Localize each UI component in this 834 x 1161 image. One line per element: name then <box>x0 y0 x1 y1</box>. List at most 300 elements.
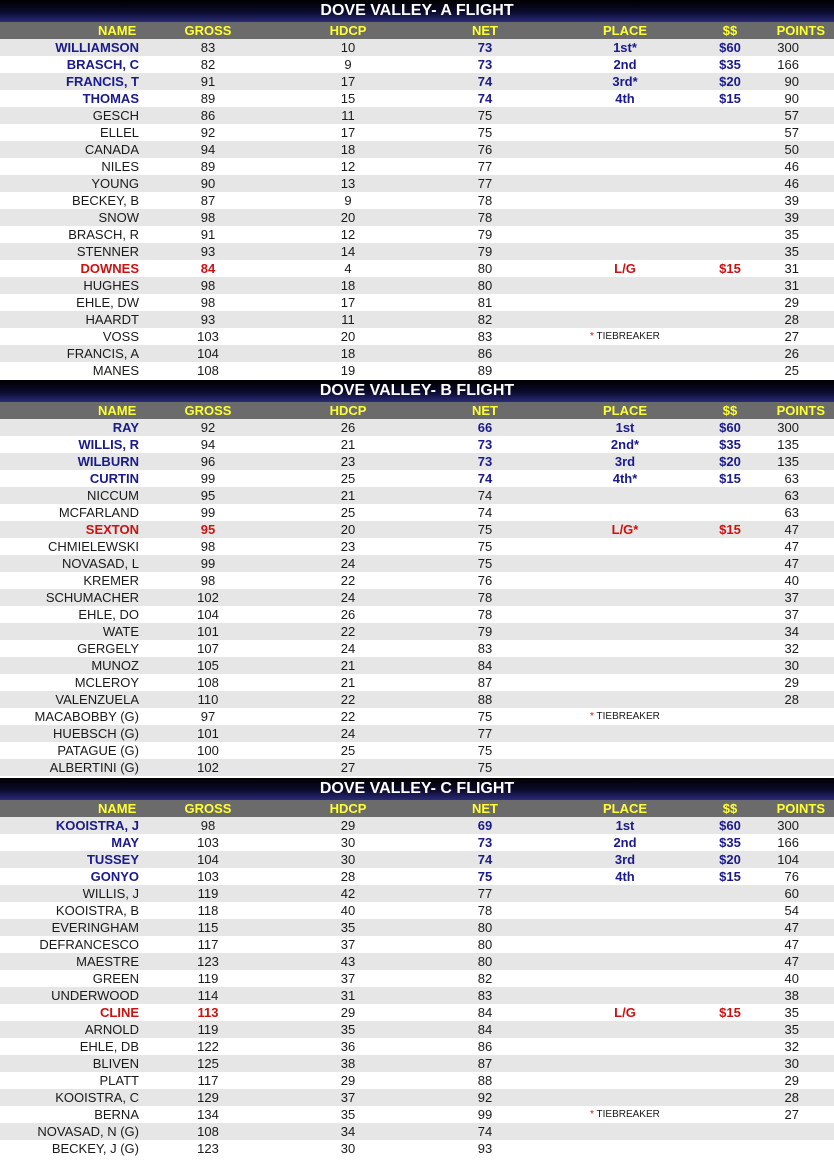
cell-hdcp: 36 <box>340 1039 356 1054</box>
cell-net: 75 <box>477 743 493 758</box>
cell-hdcp: 25 <box>340 505 356 520</box>
cell-name: CURTIN <box>89 471 139 486</box>
cell-points: 47 <box>784 522 799 537</box>
cell-gross: 98 <box>200 539 216 554</box>
cell-money: $15 <box>719 522 741 537</box>
cell-hdcp: 17 <box>340 74 356 89</box>
cell-place: L/G* <box>611 522 639 537</box>
cell-gross: 108 <box>197 1124 219 1139</box>
cell-gross: 104 <box>197 346 219 361</box>
cell-points: 47 <box>784 539 799 554</box>
cell-points: 46 <box>784 159 799 174</box>
cell-points: 50 <box>784 142 799 157</box>
cell-name: DOWNES <box>80 261 139 276</box>
cell-name: FRANCIS, A <box>66 346 139 361</box>
cell-name: DEFRANCESCO <box>39 937 139 952</box>
cell-name: MCLEROY <box>74 675 139 690</box>
table-row <box>0 192 834 209</box>
cell-name: MAY <box>111 835 139 850</box>
cell-points: 54 <box>784 903 799 918</box>
cell-name: MACABOBBY (G) <box>34 709 139 724</box>
table-row <box>0 868 834 885</box>
cell-hdcp: 22 <box>340 573 356 588</box>
table-row <box>0 606 834 623</box>
cell-name: CANADA <box>84 142 139 157</box>
cell-name: PLATT <box>99 1073 139 1088</box>
cell-gross: 123 <box>197 954 219 969</box>
cell-hdcp: 20 <box>340 210 356 225</box>
cell-net: 84 <box>477 1022 493 1037</box>
cell-points: 47 <box>784 556 799 571</box>
table-row <box>0 260 834 277</box>
cell-name: KOOISTRA, B <box>55 903 139 918</box>
cell-points: 90 <box>784 74 799 89</box>
cell-gross: 93 <box>200 312 216 327</box>
cell-points: 35 <box>784 1005 799 1020</box>
table-row <box>0 90 834 107</box>
cell-hdcp: 35 <box>340 1107 356 1122</box>
cell-hdcp: 24 <box>340 590 356 605</box>
table-row <box>0 640 834 657</box>
column-header-money: $$ <box>722 23 738 38</box>
flight-title: DOVE VALLEY- B FLIGHT <box>0 380 834 402</box>
cell-hdcp: 10 <box>340 40 356 55</box>
cell-hdcp: 37 <box>340 1090 356 1105</box>
cell-net: 81 <box>477 295 493 310</box>
table-row <box>0 345 834 362</box>
table-row <box>0 436 834 453</box>
cell-name: MAESTRE <box>76 954 139 969</box>
cell-net: 78 <box>477 607 493 622</box>
cell-net: 73 <box>477 437 493 452</box>
cell-gross: 86 <box>200 108 216 123</box>
cell-gross: 93 <box>200 244 216 259</box>
table-row <box>0 487 834 504</box>
cell-hdcp: 29 <box>340 1005 356 1020</box>
cell-money: $35 <box>719 437 741 452</box>
cell-gross: 82 <box>200 57 216 72</box>
cell-gross: 103 <box>197 835 219 850</box>
cell-points: 27 <box>784 329 799 344</box>
column-header-points: POINTS <box>776 403 825 418</box>
cell-gross: 119 <box>197 971 219 986</box>
column-header-row <box>0 402 834 419</box>
table-row <box>0 970 834 987</box>
cell-points: 300 <box>777 40 799 55</box>
cell-hdcp: 31 <box>340 988 356 1003</box>
cell-hdcp: 28 <box>340 869 356 884</box>
cell-hdcp: 23 <box>340 539 356 554</box>
cell-gross: 110 <box>197 692 219 707</box>
cell-name: GESCH <box>92 108 139 123</box>
cell-points: 47 <box>784 937 799 952</box>
cell-gross: 108 <box>197 675 219 690</box>
cell-net: 74 <box>477 1124 493 1139</box>
cell-hdcp: 26 <box>340 607 356 622</box>
cell-net: 83 <box>477 329 493 344</box>
cell-net: 83 <box>477 641 493 656</box>
cell-hdcp: 25 <box>340 471 356 486</box>
table-row <box>0 817 834 834</box>
flight-section <box>0 778 834 1157</box>
cell-gross: 119 <box>197 1022 219 1037</box>
cell-points: 39 <box>784 193 799 208</box>
column-header-money: $$ <box>722 801 738 816</box>
table-row <box>0 1140 834 1157</box>
cell-gross: 102 <box>197 760 219 775</box>
cell-points: 166 <box>777 57 799 72</box>
tiebreaker-label: TIEBREAKER <box>596 331 660 342</box>
cell-points: 38 <box>784 988 799 1003</box>
column-header-net: NET <box>472 403 498 418</box>
cell-hdcp: 9 <box>344 57 352 72</box>
cell-hdcp: 11 <box>341 108 355 123</box>
cell-points: 34 <box>784 624 799 639</box>
cell-gross: 89 <box>200 159 216 174</box>
table-row <box>0 328 834 345</box>
cell-hdcp: 25 <box>340 743 356 758</box>
cell-hdcp: 34 <box>340 1124 356 1139</box>
table-row <box>0 362 834 379</box>
cell-gross: 99 <box>200 505 216 520</box>
table-row <box>0 209 834 226</box>
table-row <box>0 1021 834 1038</box>
table-row <box>0 657 834 674</box>
cell-name: VOSS <box>102 329 139 344</box>
cell-hdcp: 20 <box>340 329 356 344</box>
table-row <box>0 1106 834 1123</box>
cell-net: 83 <box>477 988 493 1003</box>
cell-name: HAARDT <box>85 312 139 327</box>
cell-name: BRASCH, C <box>66 57 139 72</box>
cell-gross: 117 <box>197 937 219 952</box>
cell-gross: 115 <box>197 920 219 935</box>
cell-hdcp: 17 <box>340 295 356 310</box>
cell-points: 40 <box>784 971 799 986</box>
cell-gross: 94 <box>200 142 216 157</box>
column-header-points: POINTS <box>776 801 825 816</box>
cell-points: 135 <box>777 454 799 469</box>
table-row <box>0 175 834 192</box>
cell-hdcp: 43 <box>340 954 356 969</box>
cell-hdcp: 21 <box>340 488 356 503</box>
cell-net: 82 <box>477 971 493 986</box>
column-header-gross: GROSS <box>184 23 232 38</box>
tiebreaker-star: * <box>590 1109 594 1120</box>
cell-points: 90 <box>784 91 799 106</box>
cell-name: WILLIS, R <box>78 437 139 452</box>
cell-gross: 125 <box>197 1056 219 1071</box>
cell-hdcp: 27 <box>340 760 356 775</box>
cell-hdcp: 35 <box>340 920 356 935</box>
table-row <box>0 226 834 243</box>
cell-name: WILBURN <box>77 454 139 469</box>
cell-net: 93 <box>477 1141 493 1156</box>
tiebreaker-note <box>590 1106 660 1123</box>
cell-hdcp: 24 <box>340 641 356 656</box>
cell-net: 74 <box>477 91 493 106</box>
cell-points: 47 <box>784 920 799 935</box>
cell-gross: 98 <box>200 295 216 310</box>
table-row <box>0 56 834 73</box>
cell-place: L/G <box>614 261 636 276</box>
table-row <box>0 1072 834 1089</box>
cell-money: $60 <box>719 420 741 435</box>
cell-points: 28 <box>784 692 799 707</box>
cell-hdcp: 42 <box>340 886 356 901</box>
cell-money: $15 <box>719 471 741 486</box>
cell-net: 84 <box>477 658 493 673</box>
table-row <box>0 759 834 776</box>
table-row <box>0 708 834 725</box>
table-row <box>0 953 834 970</box>
cell-money: $20 <box>719 74 741 89</box>
cell-name: UNDERWOOD <box>51 988 139 1003</box>
column-header-name: NAME <box>98 801 137 816</box>
table-row <box>0 742 834 759</box>
cell-gross: 91 <box>200 227 216 242</box>
cell-net: 78 <box>477 193 493 208</box>
cell-gross: 114 <box>197 988 219 1003</box>
cell-hdcp: 23 <box>340 454 356 469</box>
cell-points: 29 <box>784 1073 799 1088</box>
cell-gross: 105 <box>197 658 219 673</box>
column-header-row <box>0 800 834 817</box>
cell-points: 26 <box>784 346 799 361</box>
cell-hdcp: 30 <box>340 835 356 850</box>
cell-net: 75 <box>477 760 493 775</box>
table-row <box>0 73 834 90</box>
cell-net: 76 <box>477 573 493 588</box>
cell-name: EVERINGHAM <box>51 920 139 935</box>
cell-points: 47 <box>784 954 799 969</box>
cell-gross: 101 <box>197 726 219 741</box>
cell-hdcp: 37 <box>340 937 356 952</box>
cell-points: 63 <box>784 471 799 486</box>
tiebreaker-label: TIEBREAKER <box>596 711 660 722</box>
cell-hdcp: 14 <box>340 244 356 259</box>
cell-hdcp: 29 <box>340 818 356 833</box>
cell-points: 76 <box>784 869 799 884</box>
cell-gross: 99 <box>200 471 216 486</box>
table-row <box>0 691 834 708</box>
table-row <box>0 294 834 311</box>
cell-name: CLINE <box>100 1005 139 1020</box>
cell-place: 2nd <box>613 835 637 850</box>
column-header-hdcp: HDCP <box>329 23 367 38</box>
cell-hdcp: 18 <box>340 278 356 293</box>
cell-net: 88 <box>477 1073 493 1088</box>
column-header-points: POINTS <box>776 23 825 38</box>
cell-points: 37 <box>784 607 799 622</box>
cell-hdcp: 17 <box>340 125 356 140</box>
cell-net: 75 <box>477 108 493 123</box>
cell-net: 75 <box>477 709 493 724</box>
table-row <box>0 572 834 589</box>
table-row <box>0 834 834 851</box>
cell-name: NILES <box>101 159 139 174</box>
cell-points: 166 <box>777 835 799 850</box>
column-header-place: PLACE <box>602 23 648 38</box>
cell-money: $35 <box>719 57 741 72</box>
cell-name: EHLE, DB <box>79 1039 139 1054</box>
cell-money: $15 <box>719 261 741 276</box>
cell-hdcp: 19 <box>340 363 356 378</box>
cell-net: 87 <box>477 675 493 690</box>
cell-hdcp: 15 <box>340 91 356 106</box>
cell-points: 39 <box>784 210 799 225</box>
cell-name: HUGHES <box>83 278 139 293</box>
cell-points: 29 <box>784 675 799 690</box>
table-row <box>0 1038 834 1055</box>
column-header-net: NET <box>472 23 498 38</box>
cell-gross: 90 <box>200 176 216 191</box>
cell-points: 300 <box>777 420 799 435</box>
cell-points: 29 <box>784 295 799 310</box>
cell-points: 104 <box>777 852 799 867</box>
cell-hdcp: 4 <box>344 261 352 276</box>
cell-hdcp: 21 <box>340 675 356 690</box>
cell-hdcp: 24 <box>340 726 356 741</box>
cell-points: 40 <box>784 573 799 588</box>
cell-gross: 98 <box>200 818 216 833</box>
table-row <box>0 504 834 521</box>
cell-gross: 117 <box>197 1073 219 1088</box>
table-row <box>0 902 834 919</box>
table-row <box>0 987 834 1004</box>
cell-net: 74 <box>477 488 493 503</box>
table-row <box>0 107 834 124</box>
cell-money: $60 <box>719 818 741 833</box>
cell-hdcp: 21 <box>340 437 356 452</box>
cell-name: BLIVEN <box>92 1056 139 1071</box>
cell-place: 3rd <box>614 852 636 867</box>
cell-points: 25 <box>784 363 799 378</box>
table-row <box>0 589 834 606</box>
table-row <box>0 311 834 328</box>
table-row <box>0 124 834 141</box>
cell-gross: 122 <box>197 1039 219 1054</box>
cell-net: 80 <box>477 937 493 952</box>
cell-name: EHLE, DO <box>78 607 139 622</box>
cell-net: 86 <box>477 1039 493 1054</box>
cell-name: SEXTON <box>85 522 139 537</box>
table-row <box>0 623 834 640</box>
column-header-hdcp: HDCP <box>329 403 367 418</box>
cell-gross: 95 <box>200 488 216 503</box>
cell-points: 46 <box>784 176 799 191</box>
cell-points: 57 <box>784 125 799 140</box>
column-header-gross: GROSS <box>184 403 232 418</box>
cell-name: ARNOLD <box>84 1022 139 1037</box>
cell-net: 77 <box>477 176 493 191</box>
cell-money: $15 <box>719 91 741 106</box>
table-row <box>0 419 834 436</box>
cell-net: 73 <box>477 454 493 469</box>
cell-gross: 118 <box>197 903 219 918</box>
cell-gross: 101 <box>197 624 219 639</box>
cell-net: 74 <box>477 505 493 520</box>
cell-net: 76 <box>477 142 493 157</box>
cell-gross: 91 <box>200 74 216 89</box>
table-row <box>0 538 834 555</box>
cell-net: 84 <box>477 1005 493 1020</box>
tiebreaker-note <box>590 328 660 345</box>
column-header-place: PLACE <box>602 403 648 418</box>
cell-hdcp: 18 <box>340 346 356 361</box>
cell-gross: 98 <box>200 573 216 588</box>
cell-net: 73 <box>477 835 493 850</box>
tiebreaker-star: * <box>590 711 594 722</box>
cell-gross: 96 <box>200 454 216 469</box>
cell-hdcp: 29 <box>340 1073 356 1088</box>
cell-gross: 98 <box>200 210 216 225</box>
table-row <box>0 555 834 572</box>
cell-name: FRANCIS, T <box>66 74 139 89</box>
cell-gross: 103 <box>197 869 219 884</box>
cell-points: 35 <box>784 1022 799 1037</box>
table-row <box>0 1089 834 1106</box>
cell-name: SNOW <box>98 210 139 225</box>
cell-gross: 123 <box>197 1141 219 1156</box>
cell-gross: 92 <box>200 420 216 435</box>
cell-gross: 97 <box>200 709 216 724</box>
cell-net: 77 <box>477 159 493 174</box>
cell-hdcp: 12 <box>340 159 356 174</box>
table-row <box>0 39 834 56</box>
cell-net: 75 <box>477 556 493 571</box>
table-row <box>0 453 834 470</box>
cell-gross: 83 <box>200 40 216 55</box>
cell-hdcp: 30 <box>340 1141 356 1156</box>
cell-place: 4th <box>615 869 635 884</box>
cell-place: 3rd* <box>612 74 638 89</box>
table-row <box>0 277 834 294</box>
cell-hdcp: 26 <box>340 420 356 435</box>
cell-gross: 87 <box>200 193 216 208</box>
cell-gross: 104 <box>197 852 219 867</box>
cell-hdcp: 40 <box>340 903 356 918</box>
cell-gross: 119 <box>197 886 219 901</box>
column-header-place: PLACE <box>602 801 648 816</box>
cell-name: MUNOZ <box>91 658 139 673</box>
cell-place: 3rd <box>614 454 636 469</box>
cell-name: PATAGUE (G) <box>57 743 139 758</box>
cell-name: BRASCH, R <box>68 227 139 242</box>
cell-name: KOOISTRA, J <box>55 818 139 833</box>
tiebreaker-label: TIEBREAKER <box>596 1109 660 1120</box>
cell-gross: 129 <box>197 1090 219 1105</box>
table-row <box>0 885 834 902</box>
cell-points: 32 <box>784 641 799 656</box>
table-row <box>0 919 834 936</box>
column-header-money: $$ <box>722 403 738 418</box>
flight-section <box>0 380 834 776</box>
column-header-row <box>0 22 834 39</box>
tiebreaker-star: * <box>590 331 594 342</box>
cell-net: 99 <box>477 1107 493 1122</box>
cell-net: 74 <box>477 471 493 486</box>
flight-title: DOVE VALLEY- A FLIGHT <box>0 0 834 22</box>
cell-points: 27 <box>784 1107 799 1122</box>
flight-section <box>0 0 834 379</box>
cell-place: 4th* <box>612 471 638 486</box>
cell-net: 75 <box>477 522 493 537</box>
cell-gross: 134 <box>197 1107 219 1122</box>
cell-money: $35 <box>719 835 741 850</box>
cell-name: WATE <box>102 624 139 639</box>
cell-name: GONYO <box>90 869 139 884</box>
